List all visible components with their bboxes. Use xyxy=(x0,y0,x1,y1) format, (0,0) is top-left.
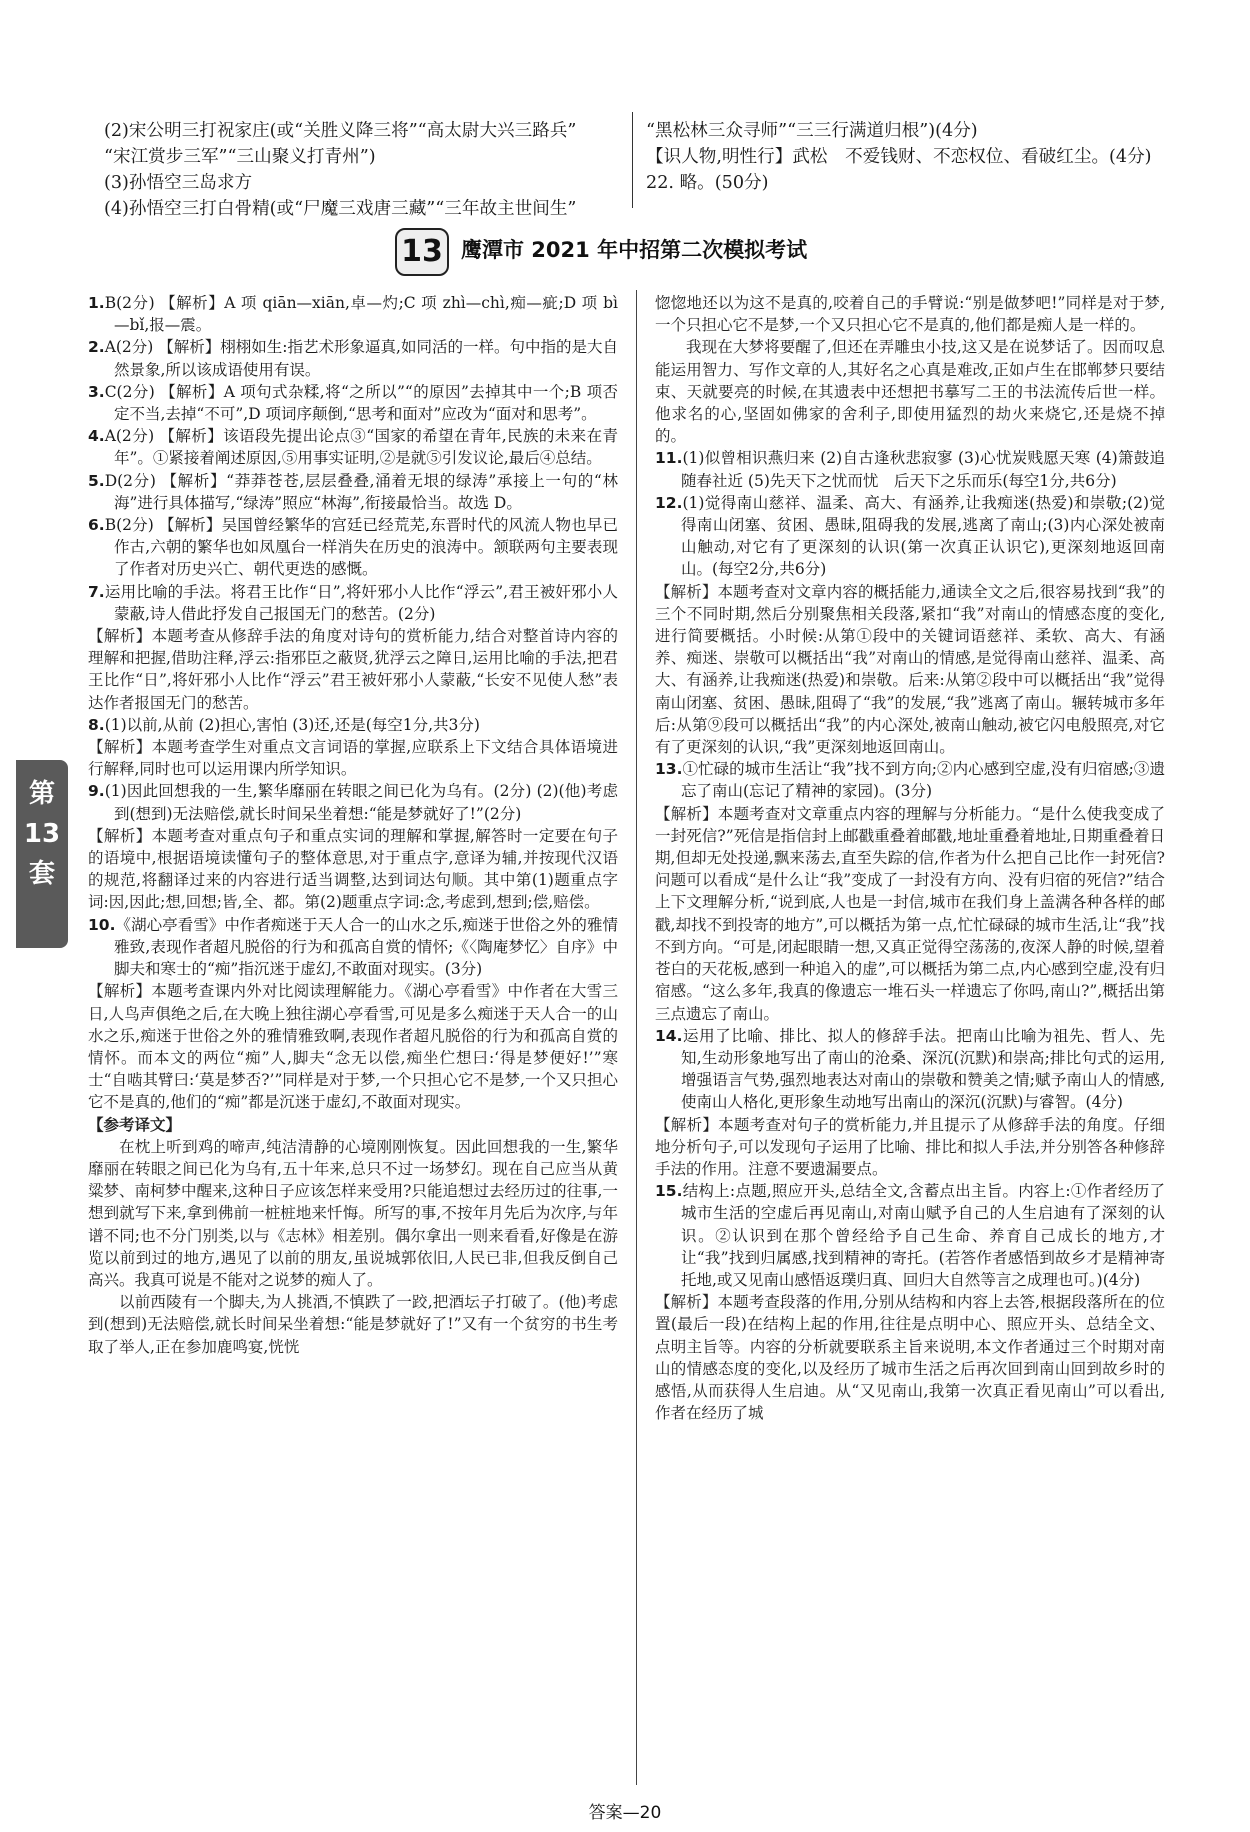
translation-paragraph: 以前西陵有一个脚夫,为人挑酒,不慎跌了一跤,把酒坛子打破了。(他)考虑到(想到)无法赔偿,就长时间呆坐着想:“能是梦就好了!”又有一个贫穷的书生考取了举人,正在参加鹿鸣宴,恍恍 xyxy=(88,1293,618,1356)
answer-line: 22. 略。(50分) xyxy=(646,173,769,193)
answer-item xyxy=(88,714,618,736)
analysis-text: 【解析】本题考查对句子的赏析能力,并且提示了从修辞手法的角度。仔细地分析句子,可以发现句子运用了比喻、排比和拟人手法,并分别答各种修辞手法的作用。注意不要遗漏要点。 xyxy=(655,1115,1165,1178)
answer-line: (3)孙悟空三岛求方 xyxy=(104,173,253,193)
item-number: 12. xyxy=(655,493,683,512)
item-text: (1)以前,从前 (2)担心,害怕 (3)还,还是(每空1分,共3分) xyxy=(104,715,480,734)
item-number: 14. xyxy=(655,1026,683,1045)
analysis-text: 【解析】本题考查学生对重点文言词语的掌握,应联系上下文结合具体语境进行解释,同时也可以运用课内所学知识。 xyxy=(88,738,618,779)
item-text: A(2分) 【解析】栩栩如生:指艺术形象逼真,如同活的一样。句中指的是大自然景象,所以该成语使用有误。 xyxy=(104,338,618,379)
translation-paragraph: 我现在大梦将要醒了,但还在弄雕虫小技,这又是在说梦话了。因而叹息能运用智力、写作文章的人,其好名之心真是难改,正如卢生在邯郸梦只要结束、天就要亮的时候,在其遗表中还想把书摹写二王的书法流传后世一样。他求名的心,坚固如佛家的舍利子,即使用猛烈的劫火来烧它,还是烧不掉的。 xyxy=(655,338,1165,446)
page-footer: 答案—20 xyxy=(588,1803,662,1823)
item-text: (1)觉得南山慈祥、温柔、高大、有涵养,让我痴迷(热爱)和崇敬;(2)觉得南山闭塞、贫困、愚昧,阻碍我的发展,逃离了南山;(3)内心深处被南山触动,对它有了更深刻的认识(第一次真正认识它),更深刻地返回南山。(每空2分,共6分) xyxy=(681,493,1165,579)
previous-answers-right xyxy=(646,118,1156,196)
item-number: 2. xyxy=(88,338,105,357)
left-answer-column xyxy=(88,292,618,1358)
set-tab-char: 套 xyxy=(28,859,55,889)
item-text: 结构上:点题,照应开头,总结全文,含蓄点出主旨。内容上:①作者经历了城市生活的空虚后再见南山,对南山赋予自己的人生启迪有了深刻的认识。②认识到在那个曾经给予自己生命、养育自己成长的地方,才让“我”找到归属感,找到精神的寄托。(若答作者感悟到故乡才是精神寄托地,或又见南山感悟返璞归真、回归大自然等言之成理也可。)(4分) xyxy=(681,1182,1165,1289)
item-number: 8. xyxy=(88,715,105,734)
item-text: A(2分) 【解析】该语段先提出论点③“国家的希望在青年,民族的未来在青年”。①紧接着阐述原因,⑤用事实证明,②是就⑤引发议论,最后④总结。 xyxy=(104,427,618,468)
answer-line: “宋江赏步三军”“三山聚义打青州”) xyxy=(104,147,376,167)
item-number: 15. xyxy=(655,1182,683,1201)
answer-item xyxy=(655,447,1165,491)
item-text: C(2分) 【解析】A 项句式杂糅,将“之所以”“的原因”去掉其中一个;B 项否定不当,去掉“不可”,D 项词序颠倒,“思考和面对”应改为“面对和思考”。 xyxy=(104,382,618,424)
answer-item xyxy=(88,581,618,625)
item-number: 1. xyxy=(88,294,105,312)
analysis-text: 【解析】本题考查从修辞手法的角度对诗句的赏析能力,结合对整首诗内容的理解和把握,借助注释,浮云:指邪臣之蔽贤,犹浮云之障日,运用比喻的手法,把君王比作“日”,将奸邪小人比作“浮云”君王被奸邪小人蒙蔽,“长安不见使人愁”表达作者报国无门的愁苦。 xyxy=(88,627,618,712)
previous-answers-left xyxy=(104,118,618,222)
answer-line: (4)孙悟空三打白骨精(或“尸魔三戏唐三藏”“三年故主世间生” xyxy=(104,199,577,219)
analysis-text: 【解析】本题考查对文章内容的概括能力,通读全文之后,很容易找到“我”的三个不同时期,然后分别聚焦相关段落,紧扣“我”对南山的情感态度的变化,进行简要概括。小时候:从第①段中的关键词语慈祥、柔软、高大、有涵养、痴迷、崇敬可以概括出“我”对南山的情感,是觉得南山慈祥、温柔、高大、有涵养,让我痴迷(热爱)和崇敬。后来:从第②段中可以概括出“我”觉得南山闭塞、贫困、愚昧,阻碍了“我”的发展,“我”逃离了南山。辗转城市多年后:从第⑨段可以概括出“我”的内心深处,被南山触动,被它闪电般照亮,对它有了更深刻的认识,“我”更深刻地返回南山。 xyxy=(655,582,1165,757)
item-text: 运用比喻的手法。将君王比作“日”,将奸邪小人比作“浮云”,君王被奸邪小人蒙蔽,诗人借此抒发自己报国无门的愁苦。(2分) xyxy=(104,582,618,623)
answer-item xyxy=(655,1025,1165,1114)
item-number: 13. xyxy=(655,760,683,779)
answer-item xyxy=(88,292,618,336)
analysis-text: 【解析】本题考查对文章重点内容的理解与分析能力。“是什么使我变成了一封死信?”死信是指信封上邮戳重叠着邮戳,地址重叠着地址,日期重叠着日期,但却无处投递,飘来荡去,直至失踪的信,作者为什么把自己比作一封死信?问题可以看成“是什么让“我”变成了一封没有方向、没有归宿的死信?”结合上下文理解分析,“说到底,人也是一封信,城市在我们身上盖满各种各样的邮戳,却找不到投寄的地方”,可以概括为第一点,忙忙碌碌的城市生活,让“我”找不到方向。“可是,闭起眼睛一想,又真正觉得空荡荡的,夜深人静的时候,望着苍白的天花板,感到一种追入的虚”,可以概括为第二点,内心感到空虚,没有归宿感。“这么多年,我真的像遗忘一堆石头一样遗忘了你吗,南山?”,概括出第三点遗忘了南山。 xyxy=(655,804,1165,1023)
column-divider xyxy=(636,290,637,1785)
item-text: ①忙碌的城市生活让“我”找不到方向;②内心感到空虚,没有归宿感;③遗忘了南山(忘记了精神的家园)。(3分) xyxy=(681,760,1165,801)
answer-item xyxy=(88,425,618,469)
answer-item xyxy=(88,914,618,981)
answer-item xyxy=(88,470,618,514)
item-text: (1)似曾相识燕归来 (2)自古逢秋悲寂寥 (3)心忧炭贱愿天寒 (4)箫鼓追随春社近 (5)先天下之忧而忧 后天下之乐而乐(每空1分,共6分) xyxy=(681,449,1165,490)
item-number: 9. xyxy=(88,782,105,801)
answer-item xyxy=(88,514,618,581)
item-number: 6. xyxy=(88,516,105,535)
right-answer-column xyxy=(655,292,1165,1424)
item-text: 运用了比喻、排比、拟人的修辞手法。把南山比喻为祖先、哲人、先知,生动形象地写出了南山的沧桑、深沉(沉默)和崇高;排比句式的运用,增强语言气势,强烈地表达对南山的崇敬和赞美之情;赋予南山人的情感,使南山人格化,更形象生动地写出南山的深沉(沉默)与睿智。(4分) xyxy=(681,1026,1165,1112)
item-number: 10. xyxy=(88,915,116,934)
item-text: (1)因此回想我的一生,繁华靡丽在转眼之间已化为乌有。(2分) (2)(他)考虑到(想到)无法赔偿,就长时间呆坐着想:“能是梦就好了!”(2分) xyxy=(104,782,618,823)
answer-item xyxy=(88,336,618,380)
translation-heading: 【参考译文】 xyxy=(88,1115,182,1134)
set-number-tab xyxy=(16,760,68,948)
item-text: B(2分) 【解析】吴国曾经繁华的宫廷已经荒芜,东晋时代的风流人物也早已作古,六朝的繁华也如凤凰台一样消失在历史的浪涛中。颔联两句主要表现了作者对历史兴亡、朝代更迭的感慨。 xyxy=(104,516,618,579)
item-text: B(2分) 【解析】A 项 qiān—xiān,卓—灼;C 项 zhì—chì,痴—疵;D 项 bì—bǐ,报—震。 xyxy=(104,294,618,335)
item-number: 4. xyxy=(88,427,105,446)
item-number: 5. xyxy=(88,471,105,490)
set-tab-char: 13 xyxy=(23,819,61,849)
translation-paragraph: 惚惚地还以为这不是真的,咬着自己的手臂说:“别是做梦吧!”同样是对于梦,一个只担心它不是梦,一个又只担心它不是真的,他们都是痴人是一样的。 xyxy=(655,294,1165,335)
answer-line: 【识人物,明性行】武松 不爱钱财、不恋权位、看破红尘。(4分) xyxy=(646,147,1152,167)
answer-line: “黑松林三众寻师”“三三行满道归根”)(4分) xyxy=(646,121,978,141)
item-number: 7. xyxy=(88,582,105,601)
analysis-text: 【解析】本题考查对重点句子和重点实词的理解和掌握,解答时一定要在句子的语境中,根据语境读懂句子的整体意思,对于重点字,意译为辅,并按现代汉语的规范,将翻译过来的内容进行适当调整,达到词达句顺。其中第(1)题重点字词:因,因此;想,回想;皆,全、都。第(2)题重点字词:念,考虑到,想到;偿,赔偿。 xyxy=(88,826,618,912)
item-text: D(2分) 【解析】“莽莽苍苍,层层叠叠,涌着无垠的绿涛”承接上一句的“林海”进行具体描写,“绿涛”照应“林海”,衔接最恰当。故选 D。 xyxy=(104,471,618,512)
answer-item xyxy=(655,492,1165,581)
answer-line: (2)宋公明三打祝家庄(或“关胜义降三将”“高太尉大兴三路兵” xyxy=(104,121,577,141)
item-number: 11. xyxy=(655,449,683,468)
answer-item xyxy=(88,780,618,824)
exam-title xyxy=(395,228,875,276)
exam-number-badge: 13 xyxy=(395,228,449,276)
item-text: 《湖心亭看雪》中作者痴迷于天人合一的山水之乐,痴迷于世俗之外的雅情雅致,表现作者超凡脱俗的行为和孤高自赏的情怀;《〈陶庵梦忆〉自序》中脚夫和寒士的“痴”指沉迷于虚幻,不敢面对现实。(3分) xyxy=(114,915,618,979)
analysis-text: 【解析】本题考查段落的作用,分别从结构和内容上去答,根据段落所在的位置(最后一段)在结构上起的作用,往往是点明中心、照应开头、总结全文、点明主旨等。内容的分析就要联系主旨来说明,本文作者通过三个时期对南山的情感态度的变化,以及经历了城市生活之后再次回到南山回到故乡时的感悟,从而获得人生启迪。从“又见南山,我第一次真正看见南山”可以看出,作者在经历了城 xyxy=(655,1293,1165,1423)
item-number: 3. xyxy=(88,382,105,401)
exam-title-text: 鹰潭市 2021 年中招第二次模拟考试 xyxy=(461,238,808,262)
answer-item xyxy=(655,1180,1165,1291)
column-divider xyxy=(632,112,633,208)
set-tab-char: 第 xyxy=(28,779,55,809)
translation-paragraph: 在枕上听到鸡的啼声,纯洁清静的心境刚刚恢复。因此回想我的一生,繁华靡丽在转眼之间已化为乌有,五十年来,总只不过一场梦幻。现在自己应当从黄粱梦、南柯梦中醒来,这种日子应该怎样来受用?只能追想过去经历过的往事,一想到就写下来,拿到佛前一桩桩地来忏悔。所写的事,不按年月先后为次序,与年谱不同;也不分门别类,以与《志林》相差别。偶尔拿出一则来看看,好像是在游览以前到过的地方,遇见了以前的朋友,虽说城郭依旧,人民已非,但我反倒自己高兴。我真可说是不能对之说梦的痴人了。 xyxy=(88,1137,618,1289)
analysis-text: 【解析】本题考查课内外对比阅读理解能力。《湖心亭看雪》中作者在大雪三日,人鸟声俱绝之后,在大晚上独往湖心亭看雪,可见是多么痴迷于天人合一的山水之乐,痴迷于世俗之外的雅情雅致啊,表现作者超凡脱俗的行为和孤高自赏的情怀。而本文的两位“痴”人,脚夫“念无以偿,痴坐伫想曰:‘得是梦便好!’”寒士“自啮其臂曰:‘莫是梦否?’”同样是对于梦,一个只担心它不是梦,一个又只担心它不是真的,他们的“痴”都是沉迷于虚幻,不敢面对现实。 xyxy=(88,982,618,1112)
answer-item xyxy=(88,381,618,425)
previous-answers-section xyxy=(0,0,1250,219)
answer-item xyxy=(655,758,1165,802)
